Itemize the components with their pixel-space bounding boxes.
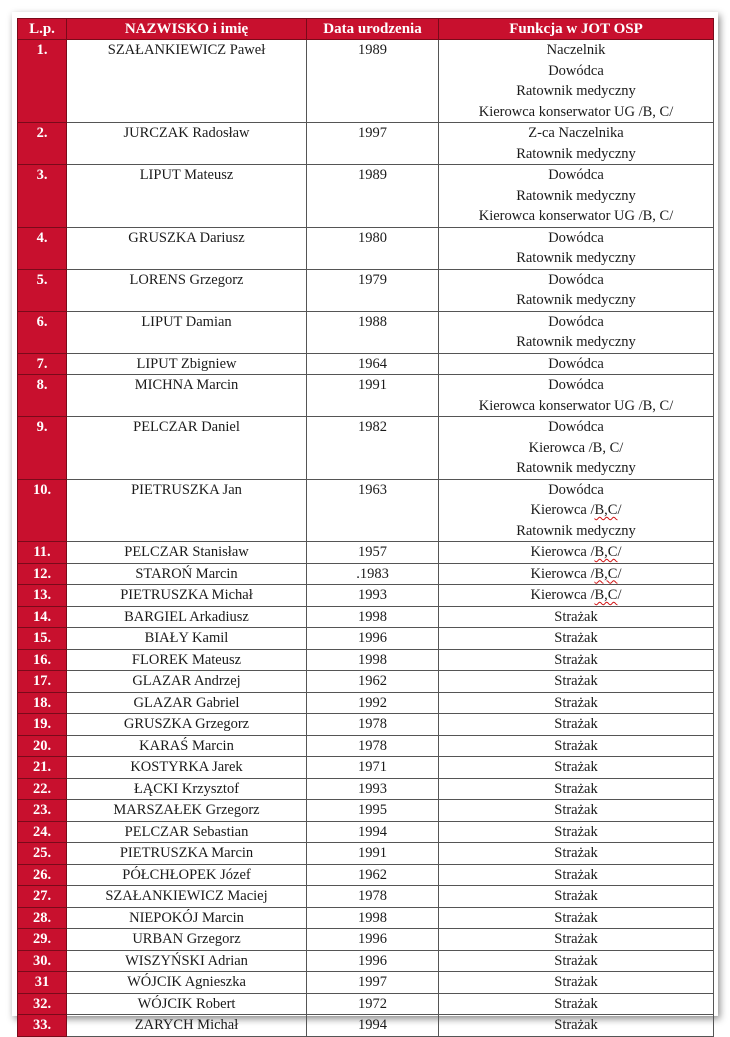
table-row bbox=[18, 311, 714, 353]
spellcheck-mark: B,C bbox=[594, 565, 618, 582]
member-name: WISZYŃSKI Adrian bbox=[67, 950, 307, 972]
birth-year: 1962 bbox=[307, 864, 439, 886]
table-row bbox=[18, 417, 714, 480]
member-functions bbox=[439, 479, 714, 542]
function-line: Ratownik medyczny bbox=[516, 250, 636, 266]
member-functions bbox=[439, 864, 714, 886]
row-number: 28. bbox=[18, 907, 67, 929]
table-row bbox=[18, 269, 714, 311]
row-number: 9. bbox=[18, 417, 67, 480]
table-row bbox=[18, 907, 714, 929]
birth-year: 1978 bbox=[307, 735, 439, 757]
member-functions bbox=[439, 606, 714, 628]
birth-year: 1994 bbox=[307, 821, 439, 843]
birth-year: 1993 bbox=[307, 778, 439, 800]
table-row bbox=[18, 735, 714, 757]
member-functions bbox=[439, 165, 714, 228]
function-line: Ratownik medyczny bbox=[516, 83, 636, 99]
birth-year: 1995 bbox=[307, 800, 439, 822]
birth-year: 1957 bbox=[307, 542, 439, 564]
row-number: 6. bbox=[18, 311, 67, 353]
member-name: KARAŚ Marcin bbox=[67, 735, 307, 757]
row-number: 13. bbox=[18, 585, 67, 607]
member-functions bbox=[439, 993, 714, 1015]
member-functions bbox=[439, 800, 714, 822]
function-line: Dowódca bbox=[548, 355, 604, 372]
function-line: Strażak bbox=[554, 888, 598, 904]
birth-year: 1996 bbox=[307, 950, 439, 972]
member-functions bbox=[439, 40, 714, 123]
function-line: Strażak bbox=[554, 845, 598, 861]
table-row bbox=[18, 649, 714, 671]
function-line: Ratownik medyczny bbox=[516, 187, 636, 204]
member-functions bbox=[439, 628, 714, 650]
row-number: 5. bbox=[18, 269, 67, 311]
document-frame bbox=[12, 12, 718, 1033]
function-line: Strażak bbox=[554, 737, 598, 754]
row-number: 3. bbox=[18, 165, 67, 228]
function-line: Ratownik medyczny bbox=[516, 334, 636, 350]
table-row bbox=[18, 778, 714, 800]
birth-year: 1962 bbox=[307, 671, 439, 693]
birth-year: 1988 bbox=[307, 311, 439, 353]
header-function: Funkcja w JOT OSP bbox=[439, 19, 714, 40]
member-functions bbox=[439, 886, 714, 908]
member-functions bbox=[439, 563, 714, 585]
table-row bbox=[18, 800, 714, 822]
birth-year: 1989 bbox=[307, 165, 439, 228]
table-row bbox=[18, 563, 714, 585]
member-functions bbox=[439, 714, 714, 736]
row-number: 1. bbox=[18, 40, 67, 123]
function-line: Strażak bbox=[554, 866, 598, 883]
function-line: Strażak bbox=[554, 651, 598, 668]
function-line: Strażak bbox=[554, 802, 598, 818]
table-row bbox=[18, 972, 714, 994]
table-row bbox=[18, 714, 714, 736]
function-line: Kierowca konserwator UG /B, C/ bbox=[478, 103, 674, 120]
member-functions bbox=[439, 692, 714, 714]
birth-year: 1996 bbox=[307, 628, 439, 650]
member-name: GLAZAR Andrzej bbox=[67, 671, 307, 693]
row-number: 23. bbox=[18, 800, 67, 822]
function-line: Ratownik medyczny bbox=[516, 145, 636, 162]
header-name: NAZWISKO i imię bbox=[67, 19, 307, 40]
member-name: BARGIEL Arkadiusz bbox=[67, 606, 307, 628]
table-row bbox=[18, 542, 714, 564]
function-line: Strażak bbox=[554, 909, 598, 926]
row-number: 16. bbox=[18, 649, 67, 671]
function-line: Ratownik medyczny bbox=[516, 292, 636, 308]
row-number: 22. bbox=[18, 778, 67, 800]
function-line: Strażak bbox=[554, 759, 598, 775]
table-row bbox=[18, 353, 714, 375]
birth-year: 1998 bbox=[307, 649, 439, 671]
row-number: 29. bbox=[18, 929, 67, 951]
row-number: 7. bbox=[18, 353, 67, 375]
member-name: MICHNA Marcin bbox=[67, 375, 307, 417]
member-functions bbox=[439, 843, 714, 865]
function-line: Strażak bbox=[554, 716, 598, 732]
function-line: Strażak bbox=[554, 931, 598, 947]
table-row bbox=[18, 692, 714, 714]
table-row bbox=[18, 1015, 714, 1037]
member-name: BIAŁY Kamil bbox=[67, 628, 307, 650]
member-name: JURCZAK Radosław bbox=[67, 123, 307, 165]
member-name: SZAŁANKIEWICZ Maciej bbox=[67, 886, 307, 908]
birth-year: 1994 bbox=[307, 1015, 439, 1037]
member-name: WÓJCIK Robert bbox=[67, 993, 307, 1015]
member-name: ZARYCH Michał bbox=[67, 1015, 307, 1037]
function-line: Strażak bbox=[554, 780, 598, 797]
member-functions bbox=[439, 123, 714, 165]
header-birth-year: Data urodzenia bbox=[307, 19, 439, 40]
member-functions bbox=[439, 671, 714, 693]
table-row bbox=[18, 843, 714, 865]
function-line: Strażak bbox=[554, 630, 598, 646]
row-number: 33. bbox=[18, 1015, 67, 1037]
table-row bbox=[18, 40, 714, 123]
member-name: LIPUT Mateusz bbox=[67, 165, 307, 228]
function-line: Dowódca bbox=[548, 62, 604, 79]
row-number: 8. bbox=[18, 375, 67, 417]
birth-year: 1972 bbox=[307, 993, 439, 1015]
row-number: 21. bbox=[18, 757, 67, 779]
member-name: PELCZAR Daniel bbox=[67, 417, 307, 480]
function-line: Dowódca bbox=[548, 167, 604, 183]
birth-year: 1998 bbox=[307, 606, 439, 628]
table-row bbox=[18, 929, 714, 951]
member-name: PELCZAR Stanisław bbox=[67, 542, 307, 564]
function-line: Strażak bbox=[554, 694, 598, 711]
function-line: Dowódca bbox=[548, 419, 604, 435]
function-line: Dowódca bbox=[548, 313, 604, 330]
member-functions bbox=[439, 227, 714, 269]
birth-year: 1997 bbox=[307, 123, 439, 165]
member-name: PELCZAR Sebastian bbox=[67, 821, 307, 843]
table-row bbox=[18, 821, 714, 843]
function-line: Kierowca /B,C/ bbox=[530, 502, 622, 518]
birth-year: 1989 bbox=[307, 40, 439, 123]
birth-year: 1991 bbox=[307, 843, 439, 865]
row-number: 31 bbox=[18, 972, 67, 994]
member-functions bbox=[439, 311, 714, 353]
birth-year: 1963 bbox=[307, 479, 439, 542]
row-number: 10. bbox=[18, 479, 67, 542]
row-number: 25. bbox=[18, 843, 67, 865]
function-line: Dowódca bbox=[548, 229, 604, 246]
row-number: 11. bbox=[18, 542, 67, 564]
birth-year: 1982 bbox=[307, 417, 439, 480]
member-name: MARSZAŁEK Grzegorz bbox=[67, 800, 307, 822]
table-row bbox=[18, 479, 714, 542]
member-name: LIPUT Zbigniew bbox=[67, 353, 307, 375]
row-number: 27. bbox=[18, 886, 67, 908]
function-line: Kierowca /B,C/ bbox=[530, 587, 622, 603]
member-name: GRUSZKA Grzegorz bbox=[67, 714, 307, 736]
member-name: LORENS Grzegorz bbox=[67, 269, 307, 311]
table-row bbox=[18, 628, 714, 650]
row-number: 14. bbox=[18, 606, 67, 628]
member-name: SZAŁANKIEWICZ Paweł bbox=[67, 40, 307, 123]
member-functions bbox=[439, 375, 714, 417]
table-row bbox=[18, 606, 714, 628]
table-row bbox=[18, 993, 714, 1015]
birth-year: 1996 bbox=[307, 929, 439, 951]
member-name: GLAZAR Gabriel bbox=[67, 692, 307, 714]
row-number: 24. bbox=[18, 821, 67, 843]
member-name: GRUSZKA Dariusz bbox=[67, 227, 307, 269]
table-row bbox=[18, 165, 714, 228]
function-line: Kierowca /B,C/ bbox=[530, 565, 622, 582]
member-name: PIETRUSZKA Michał bbox=[67, 585, 307, 607]
member-functions bbox=[439, 821, 714, 843]
birth-year: 1964 bbox=[307, 353, 439, 375]
table-header bbox=[18, 19, 714, 40]
members-table bbox=[17, 18, 714, 1037]
birth-year: 1979 bbox=[307, 269, 439, 311]
header-lp: L.p. bbox=[18, 19, 67, 40]
member-functions bbox=[439, 269, 714, 311]
function-line: Ratownik medyczny bbox=[516, 460, 636, 476]
member-name: ŁĄCKI Krzysztof bbox=[67, 778, 307, 800]
row-number: 15. bbox=[18, 628, 67, 650]
member-functions bbox=[439, 353, 714, 375]
member-name: PIETRUSZKA Marcin bbox=[67, 843, 307, 865]
member-name: PÓŁCHŁOPEK Józef bbox=[67, 864, 307, 886]
function-line: Dowódca bbox=[548, 481, 604, 498]
table-row bbox=[18, 671, 714, 693]
table-row bbox=[18, 227, 714, 269]
function-line: Kierowca /B, C/ bbox=[528, 439, 624, 456]
member-name: FLOREK Mateusz bbox=[67, 649, 307, 671]
birth-year: 1980 bbox=[307, 227, 439, 269]
birth-year: 1992 bbox=[307, 692, 439, 714]
member-name: NIEPOKÓJ Marcin bbox=[67, 907, 307, 929]
row-number: 32. bbox=[18, 993, 67, 1015]
birth-year: 1993 bbox=[307, 585, 439, 607]
function-line: Strażak bbox=[554, 823, 598, 840]
member-functions bbox=[439, 972, 714, 994]
birth-year: 1997 bbox=[307, 972, 439, 994]
member-name: URBAN Grzegorz bbox=[67, 929, 307, 951]
birth-year: 1991 bbox=[307, 375, 439, 417]
member-functions bbox=[439, 950, 714, 972]
function-line: Dowódca bbox=[548, 377, 604, 393]
member-functions bbox=[439, 778, 714, 800]
row-number: 17. bbox=[18, 671, 67, 693]
function-line: Strażak bbox=[554, 673, 598, 689]
birth-year: 1978 bbox=[307, 886, 439, 908]
function-line: Kierowca konserwator UG /B, C/ bbox=[478, 208, 674, 224]
birth-year: 1998 bbox=[307, 907, 439, 929]
row-number: 12. bbox=[18, 563, 67, 585]
function-line: Strażak bbox=[554, 974, 598, 990]
function-line: Naczelnik bbox=[546, 42, 606, 58]
row-number: 4. bbox=[18, 227, 67, 269]
function-line: Z-ca Naczelnika bbox=[528, 125, 624, 141]
member-functions bbox=[439, 542, 714, 564]
table-row bbox=[18, 123, 714, 165]
function-line: Kierowca /B,C/ bbox=[530, 544, 622, 560]
member-name: KOSTYRKA Jarek bbox=[67, 757, 307, 779]
member-functions bbox=[439, 649, 714, 671]
function-line: Dowódca bbox=[548, 271, 604, 288]
member-name: WÓJCIK Agnieszka bbox=[67, 972, 307, 994]
row-number: 19. bbox=[18, 714, 67, 736]
function-line: Strażak bbox=[554, 608, 598, 625]
member-functions bbox=[439, 417, 714, 480]
function-line: Strażak bbox=[554, 952, 598, 969]
table-body bbox=[18, 40, 714, 1037]
member-name: LIPUT Damian bbox=[67, 311, 307, 353]
table-row bbox=[18, 950, 714, 972]
table-row bbox=[18, 585, 714, 607]
row-number: 18. bbox=[18, 692, 67, 714]
member-name: STAROŃ Marcin bbox=[67, 563, 307, 585]
member-functions bbox=[439, 757, 714, 779]
function-line: Kierowca konserwator UG /B, C/ bbox=[478, 397, 674, 414]
member-functions bbox=[439, 585, 714, 607]
table-row bbox=[18, 375, 714, 417]
row-number: 20. bbox=[18, 735, 67, 757]
table-row bbox=[18, 864, 714, 886]
document-page bbox=[17, 18, 713, 1037]
birth-year: 1978 bbox=[307, 714, 439, 736]
row-number: 2. bbox=[18, 123, 67, 165]
header-row bbox=[18, 19, 714, 40]
birth-year: 1971 bbox=[307, 757, 439, 779]
spellcheck-mark: B,C bbox=[594, 587, 618, 603]
function-line: Ratownik medyczny bbox=[516, 522, 636, 539]
spellcheck-mark: B,C bbox=[594, 502, 618, 518]
member-functions bbox=[439, 929, 714, 951]
birth-year: .1983 bbox=[307, 563, 439, 585]
table-row bbox=[18, 886, 714, 908]
member-name: PIETRUSZKA Jan bbox=[67, 479, 307, 542]
spellcheck-mark: B,C bbox=[594, 544, 618, 560]
function-line: Strażak bbox=[554, 995, 598, 1012]
row-number: 30. bbox=[18, 950, 67, 972]
table-row bbox=[18, 757, 714, 779]
member-functions bbox=[439, 735, 714, 757]
row-number: 26. bbox=[18, 864, 67, 886]
member-functions bbox=[439, 1015, 714, 1037]
member-functions bbox=[439, 907, 714, 929]
function-line: Strażak bbox=[554, 1017, 598, 1033]
